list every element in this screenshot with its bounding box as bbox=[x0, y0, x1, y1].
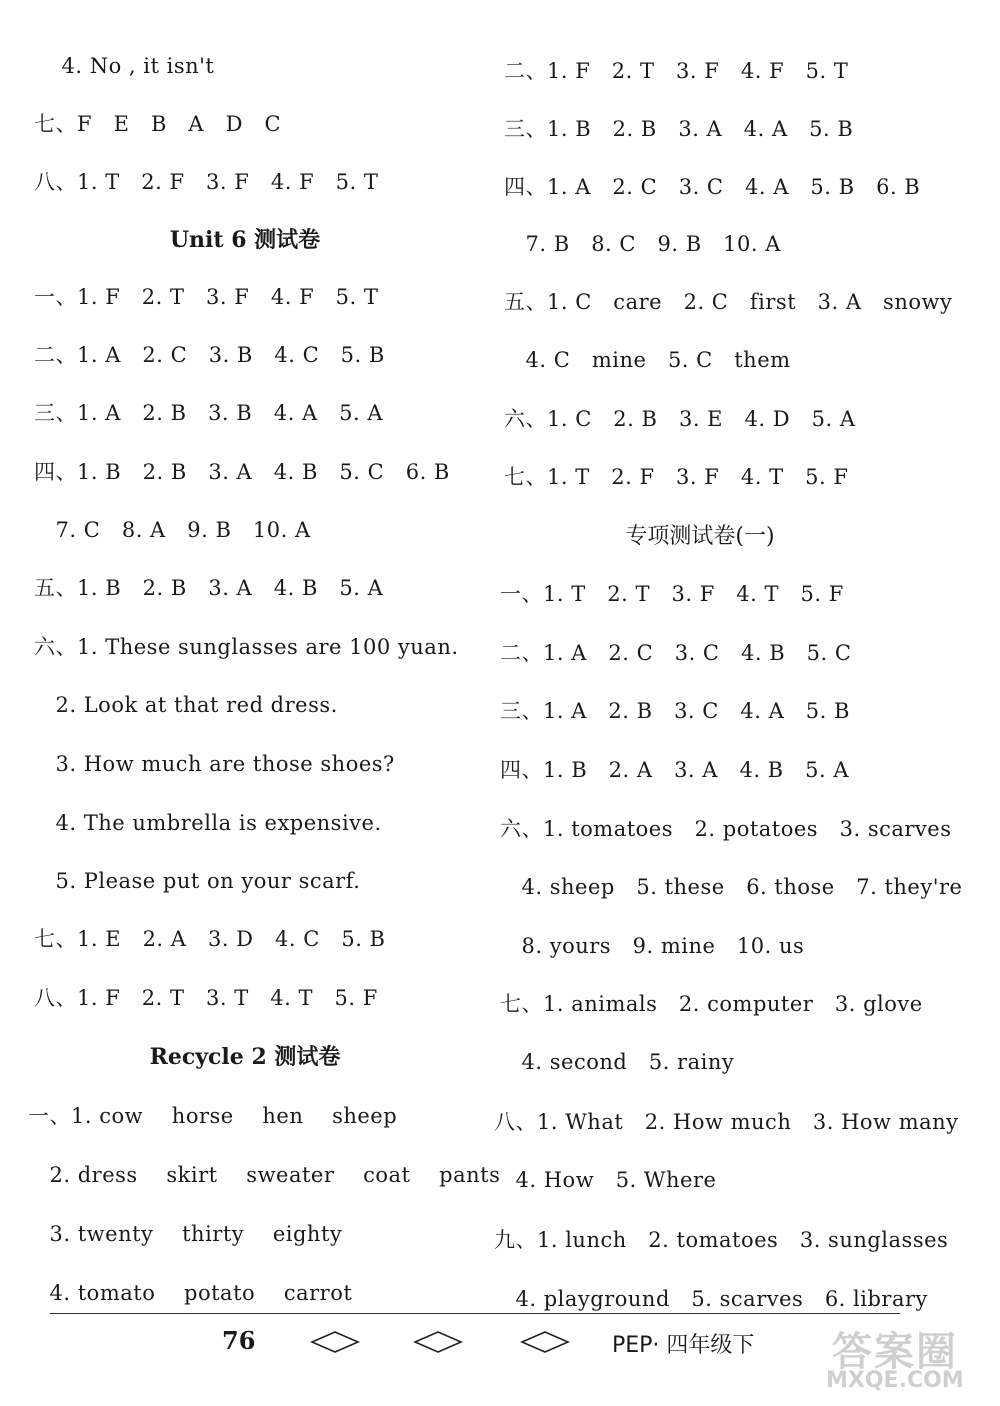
answer-line: 4. second 5. rainy bbox=[500, 1050, 735, 1074]
answer-line: 八、1. T 2. F 3. F 4. F 5. T bbox=[34, 170, 379, 194]
answer-line: 3. How much are those shoes? bbox=[34, 752, 395, 776]
footer-divider bbox=[50, 1313, 900, 1314]
answer-line: 四、1. B 2. B 3. A 4. B 5. C 6. B bbox=[34, 460, 450, 484]
answer-line: 5. Please put on your scarf. bbox=[34, 869, 361, 893]
answer-line: 2. Look at that red dress. bbox=[34, 693, 338, 717]
diamond-ornament-icon bbox=[413, 1330, 463, 1354]
answer-line: 三、1. A 2. B 3. B 4. A 5. A bbox=[34, 401, 384, 425]
answer-line: 六、1. tomatoes 2. potatoes 3. scarves bbox=[500, 817, 952, 841]
watermark-logo-text: 答案圈 bbox=[832, 1329, 958, 1375]
answer-line: 8. yours 9. mine 10. us bbox=[500, 934, 805, 958]
answer-line: 一、1. T 2. T 3. F 4. T 5. F bbox=[500, 582, 844, 606]
answer-line: 三、1. B 2. B 3. A 4. A 5. B bbox=[504, 117, 854, 141]
site-watermark bbox=[820, 1318, 995, 1400]
answer-line: 二、1. A 2. C 3. B 4. C 5. B bbox=[34, 343, 385, 367]
answer-line: 7. B 8. C 9. B 10. A bbox=[504, 232, 781, 256]
answer-line: 7. C 8. A 9. B 10. A bbox=[34, 518, 311, 542]
footer-grade-label: PEP· 四年级下 bbox=[612, 1333, 755, 1358]
answer-line: 六、1. These sunglasses are 100 yuan. bbox=[34, 635, 459, 659]
watermark-url: MXQE.COM bbox=[826, 1368, 964, 1393]
answer-line: 一、1. F 2. T 3. F 4. F 5. T bbox=[34, 285, 379, 309]
answer-line: 二、1. A 2. C 3. C 4. B 5. C bbox=[500, 641, 852, 665]
section-heading-recycle2: Recycle 2 测试卷 bbox=[149, 1044, 341, 1070]
answer-line: 三、1. A 2. B 3. C 4. A 5. B bbox=[500, 699, 850, 723]
answer-line: 4. playground 5. scarves 6. library bbox=[494, 1287, 928, 1311]
answer-line: 七、1. T 2. F 3. F 4. T 5. F bbox=[504, 465, 849, 489]
answer-line: 2. dress skirt sweater coat pants bbox=[28, 1163, 501, 1187]
answer-line: 4. C mine 5. C them bbox=[504, 348, 791, 372]
answer-line: 六、1. C 2. B 3. E 4. D 5. A bbox=[504, 407, 856, 431]
answer-line: 八、1. F 2. T 3. T 4. T 5. F bbox=[34, 986, 378, 1010]
answer-line: 4. How 5. Where bbox=[494, 1168, 717, 1192]
diamond-ornament-icon bbox=[520, 1330, 570, 1354]
answer-line: 七、F E B A D C bbox=[34, 112, 282, 136]
page-number: 76 bbox=[222, 1326, 256, 1355]
answer-line: 七、1. animals 2. computer 3. glove bbox=[500, 992, 923, 1016]
diamond-ornament-icon bbox=[310, 1330, 360, 1354]
answer-line: 一、1. cow horse hen sheep bbox=[28, 1104, 398, 1128]
answer-line: 五、1. B 2. B 3. A 4. B 5. A bbox=[34, 576, 384, 600]
answer-line: 3. twenty thirty eighty bbox=[28, 1222, 343, 1246]
section-heading-special1: 专项测试卷(一) bbox=[625, 524, 775, 549]
answer-line: 九、1. lunch 2. tomatoes 3. sunglasses bbox=[494, 1228, 949, 1252]
answer-line: 四、1. A 2. C 3. C 4. A 5. B 6. B bbox=[504, 175, 921, 199]
answer-line: 二、1. F 2. T 3. F 4. F 5. T bbox=[504, 59, 849, 83]
answer-line: 八、1. What 2. How much 3. How many bbox=[494, 1110, 959, 1134]
section-heading-unit6: Unit 6 测试卷 bbox=[169, 227, 321, 253]
answer-line: 4. tomato potato carrot bbox=[28, 1281, 353, 1305]
answer-line: 4. sheep 5. these 6. those 7. they're bbox=[500, 875, 963, 899]
answer-line: 4. The umbrella is expensive. bbox=[34, 811, 382, 835]
answer-line: 四、1. B 2. A 3. A 4. B 5. A bbox=[500, 758, 850, 782]
answer-line: 五、1. C care 2. C first 3. A snowy bbox=[504, 290, 953, 314]
answer-line: 4. No , it isn't bbox=[40, 54, 215, 78]
answer-line: 七、1. E 2. A 3. D 4. C 5. B bbox=[34, 927, 386, 951]
